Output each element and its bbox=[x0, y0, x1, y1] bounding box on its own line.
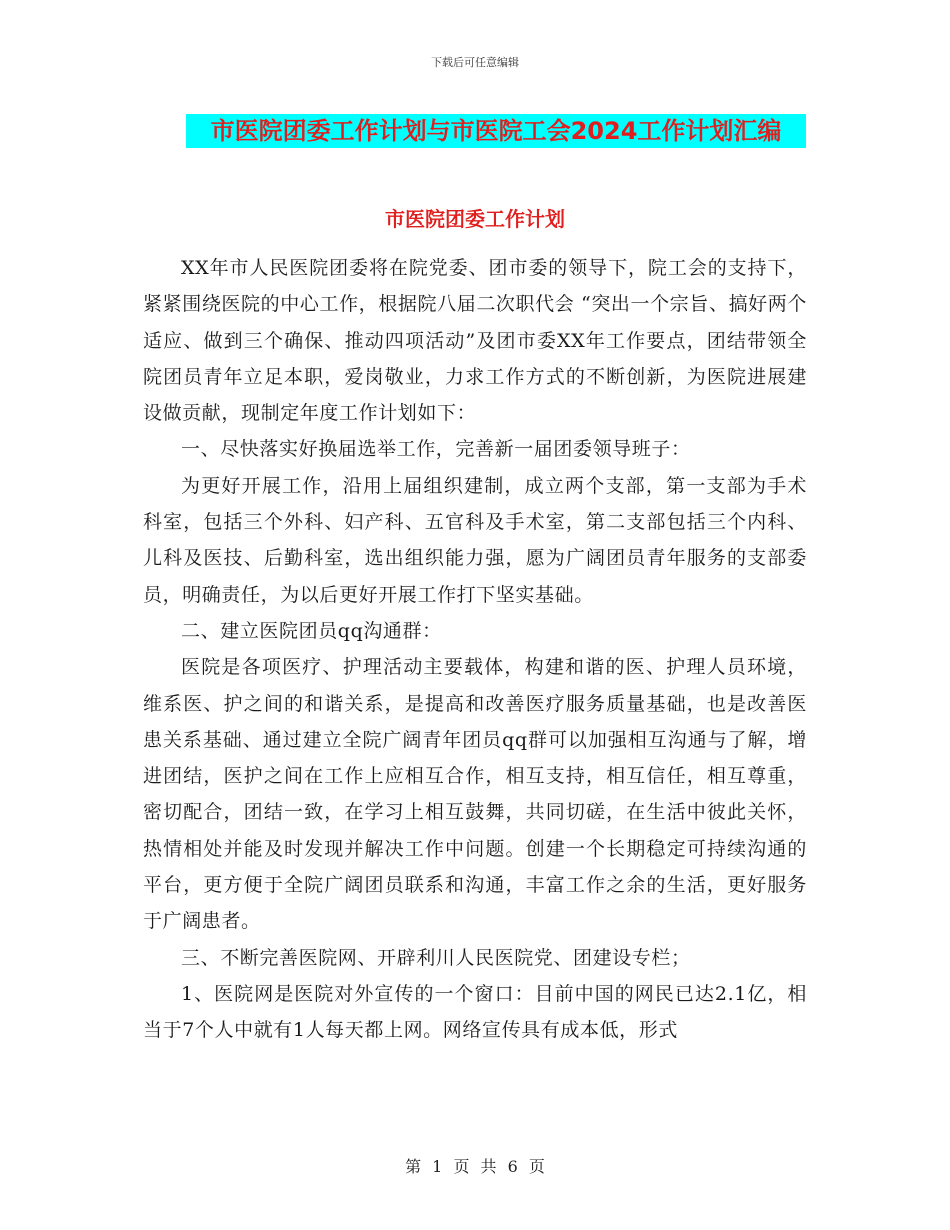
paragraph-item-3-1: 1、医院网是医院对外宣传的一个窗口：目前中国的网民已达2.1亿，相当于7个人中就有1人每天都上网。网络宣传具有成本低，形式 bbox=[143, 982, 807, 1042]
paragraph-item-2: 医院是各项医疗、护理活动主要载体，构建和谐的医、护理人员环境，维系医、护之间的和谐关系，是提高和改善医疗服务质量基础，也是改善医患关系基础、通过建立全院广阔青年团员qq群可以加强相互沟通与了解，增进团结，医护之间在工作上应相互合作，相互支持，相互信任，相互尊重，密切配合，团结一致，在学习上相互鼓舞，共同切磋，在生活中彼此关怀，热情相处并能及时发现并解决工作中问题。创建一个长期稳定可持续沟通的平台，更方便于全院广阔团员联系和沟通，丰富工作之余的生活，更好服务于广阔患者。 bbox=[143, 656, 807, 933]
document-title: 市医院团委工作计划与市医院工会2024工作计划汇编 bbox=[210, 117, 782, 145]
document-body bbox=[143, 250, 807, 1049]
heading-item-3: 三、不断完善医院网、开辟利川人民医院党、团建设专栏； bbox=[181, 946, 691, 969]
paragraph-item-1: 为更好开展工作，沿用上届组织建制，成立两个支部，第一支部为手术科室，包括三个外科、妇产科、五官科及手术室，第二支部包括三个内科、儿科及医技、后勤科室，选出组织能力强，愿为广阔团员青年服务的支部委员，明确责任，为以后更好开展工作打下坚实基础。 bbox=[143, 474, 807, 606]
header-note: 下载后可任意编辑 bbox=[431, 56, 519, 69]
main-title-highlight bbox=[186, 114, 806, 148]
heading-item-1: 一、尽快落实好换届选举工作，完善新一届团委领导班子： bbox=[181, 438, 691, 461]
section-title: 市医院团委工作计划 bbox=[385, 207, 565, 231]
paragraph-intro: XX年市人民医院团委将在院党委、团市委的领导下，院工会的支持下，紧紧围绕医院的中心工作，根据院八届二次职代会 “突出一个宗旨、搞好两个适应、做到三个确保、推动四项活动”及团市委XX年工作要点，团结带领全院团员青年立足本职，爱岗敬业，力求工作方式的不断创新，为医院进展建设做贡献，现制定年度工作计划如下： bbox=[143, 257, 807, 425]
heading-item-2: 二、建立医院团员qq沟通群： bbox=[181, 619, 442, 642]
page-footer: 第 1 页 共 6 页 bbox=[405, 1157, 545, 1176]
